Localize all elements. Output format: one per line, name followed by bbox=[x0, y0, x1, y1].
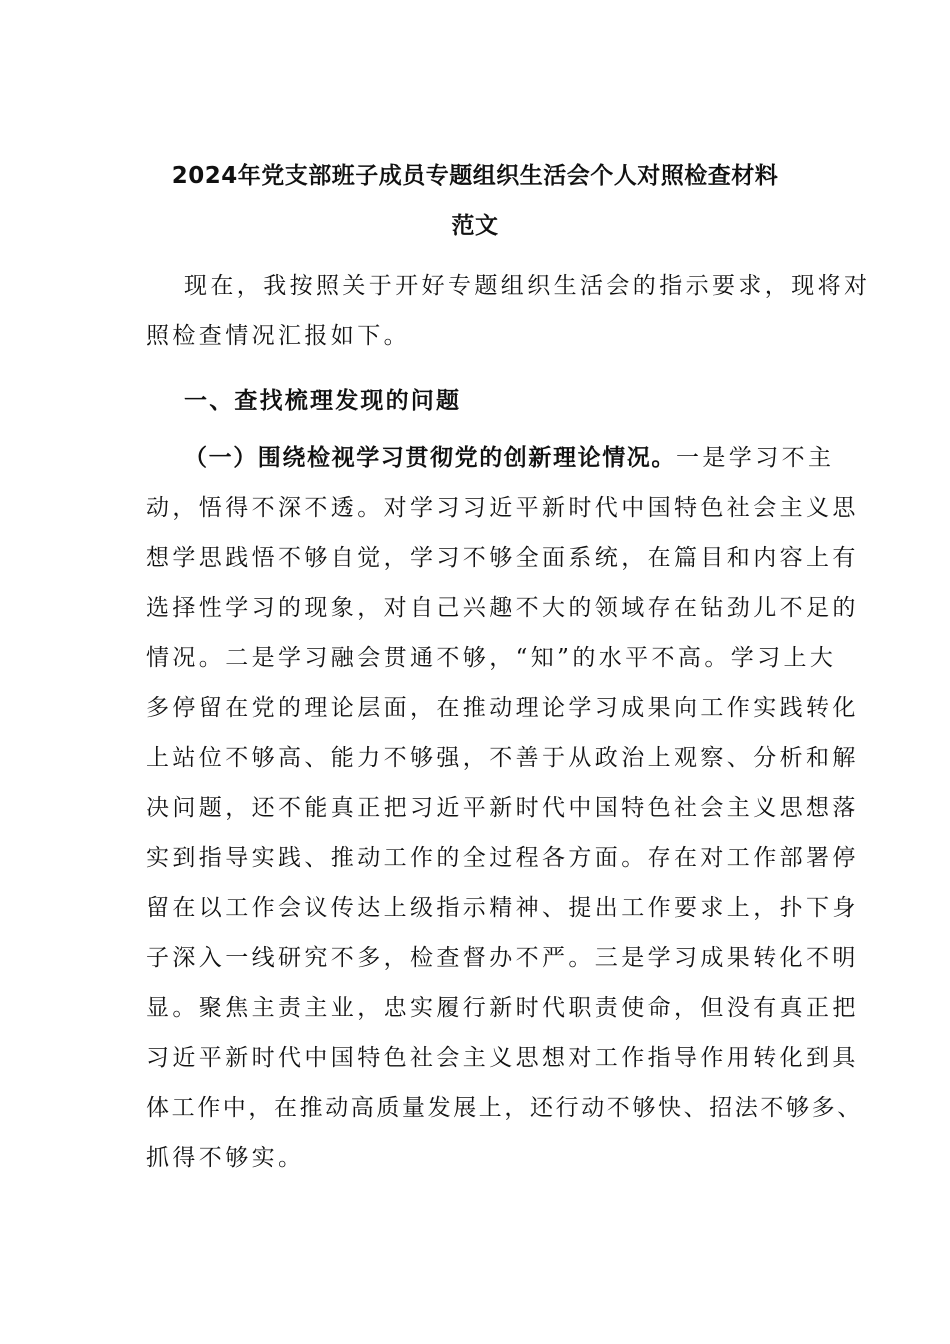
paragraph-line: 留在以工作会议传达上级指示精神、提出工作要求上，扑下身 bbox=[146, 895, 859, 921]
intro-line: 照检查情况汇报如下。 bbox=[146, 323, 410, 349]
paragraph-line: 决问题，还不能真正把习近平新时代中国特色社会主义思想落 bbox=[146, 795, 859, 821]
subsection-1-heading: （一）围绕检视学习贯彻党的创新理论情况。 bbox=[184, 445, 676, 471]
paragraph-line: 上站位不够高、能力不够强，不善于从政治上观察、分析和解 bbox=[146, 745, 859, 771]
paragraph-line: 体工作中，在推动高质量发展上，还行动不够快、招法不够多、 bbox=[146, 1095, 863, 1121]
subsection-1-first-line-text: 一是学习不主 bbox=[676, 445, 835, 471]
paragraph-line: 选择性学习的现象，对自己兴趣不大的领域存在钻劲儿不足的 bbox=[146, 595, 859, 621]
paragraph-line: 子深入一线研究不多，检查督办不严。三是学习成果转化不明 bbox=[146, 945, 859, 971]
subsection-1-first-line bbox=[146, 433, 835, 483]
document-title-line-1: 2024年党支部班子成员专题组织生活会个人对照检查材料 bbox=[171, 163, 779, 189]
paragraph-line: 动，悟得不深不透。对学习习近平新时代中国特色社会主义思 bbox=[146, 495, 859, 521]
intro-line: 现在，我按照关于开好专题组织生活会的指示要求，现将对 bbox=[184, 273, 871, 299]
paragraph-line: 习近平新时代中国特色社会主义思想对工作指导作用转化到具 bbox=[146, 1045, 859, 1071]
document-title-line-2: 范文 bbox=[451, 213, 499, 239]
paragraph-line: 抓得不够实。 bbox=[146, 1145, 305, 1171]
paragraph-line: 想学思践悟不够自觉，学习不够全面系统，在篇目和内容上有 bbox=[146, 545, 859, 571]
subsection-1-paragraph bbox=[146, 433, 863, 1183]
paragraph-line: 显。聚焦主责主业，忠实履行新时代职责使命，但没有真正把 bbox=[146, 995, 859, 1021]
paragraph-line: 情况。二是学习融会贯通不够，“知”的水平不高。学习上大 bbox=[146, 645, 837, 671]
intro-paragraph bbox=[146, 261, 871, 361]
paragraph-line: 实到指导实践、推动工作的全过程各方面。存在对工作部署停 bbox=[146, 845, 859, 871]
paragraph-line: 多停留在党的理论层面，在推动理论学习成果向工作实践转化 bbox=[146, 695, 859, 721]
section-1-heading: 一、查找梳理发现的问题 bbox=[184, 388, 462, 414]
section-heading bbox=[146, 376, 826, 426]
